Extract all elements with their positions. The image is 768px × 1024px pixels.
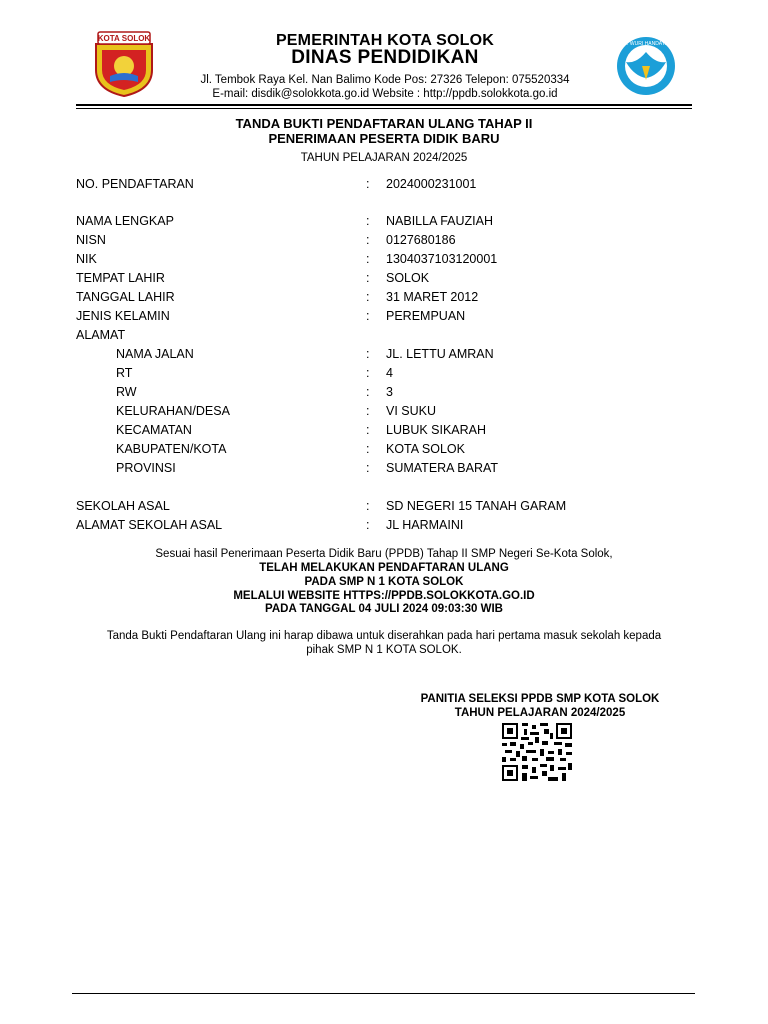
field-value: 1304037103120001 [386, 252, 498, 266]
field-value: 2024000231001 [386, 177, 477, 191]
field-rt [76, 366, 696, 382]
academic-year: TAHUN PELAJARAN 2024/2025 [300, 152, 468, 164]
field-value: JL HARMAINI [386, 518, 464, 532]
field-label: RT [116, 366, 133, 380]
field-value: KOTA SOLOK [386, 442, 465, 456]
field-nik [76, 252, 696, 268]
field-value: VI SUKU [386, 404, 437, 418]
field-colon: : [366, 499, 370, 513]
field-value: 31 MARET 2012 [386, 290, 479, 304]
field-label: KABUPATEN/KOTA [116, 442, 227, 456]
field-label: NAMA LENGKAP [76, 214, 174, 228]
qr-finder-pattern [502, 765, 518, 781]
field-value: SUMATERA BARAT [386, 461, 499, 475]
field-label: RW [116, 385, 137, 399]
field-colon: : [366, 518, 370, 532]
field-label: NIK [76, 252, 97, 266]
field-value: SOLOK [386, 271, 430, 285]
field-nama-lengkap [76, 214, 696, 230]
government-name: PEMERINTAH KOTA SOLOK [275, 32, 495, 49]
field-colon: : [366, 290, 370, 304]
tut-wuri-handayani-logo [608, 36, 684, 96]
field-no-pendaftaran [76, 177, 696, 193]
document-title: TANDA BUKTI PENDAFTARAN ULANG TAHAP II [235, 116, 533, 131]
document-subtitle: PENERIMAAN PESERTA DIDIK BARU [268, 131, 500, 146]
field-nisn [76, 233, 696, 249]
field-label: TANGGAL LAHIR [76, 290, 175, 304]
field-colon: : [366, 214, 370, 228]
qr-finder-pattern [556, 723, 572, 739]
field-colon: : [366, 385, 370, 399]
field-value: JL. LETTU AMRAN [386, 347, 494, 361]
letterhead-rule-thick [76, 104, 692, 106]
field-value: 4 [386, 366, 393, 380]
statement-line-2: PADA SMP N 1 KOTA SOLOK [304, 576, 464, 588]
instruction-line-2: pihak SMP N 1 KOTA SOLOK. [306, 644, 462, 656]
field-kecamatan [76, 423, 696, 439]
field-kabupaten [76, 442, 696, 458]
field-nama-jalan [76, 347, 696, 363]
qr-finder-pattern [502, 723, 518, 739]
field-value: PEREMPUAN [386, 309, 466, 323]
field-colon: : [366, 404, 370, 418]
statement-intro: Sesuai hasil Penerimaan Peserta Didik Baru (PPDB) Tahap II SMP Negeri Se-Kota Solok, [155, 548, 613, 560]
field-label: PROVINSI [116, 461, 176, 475]
field-value: NABILLA FAUZIAH [386, 214, 493, 228]
emblem-text: KOTA SOLOK [97, 34, 151, 43]
field-label: KECAMATAN [116, 423, 192, 437]
field-colon: : [366, 423, 370, 437]
field-colon: : [366, 177, 370, 191]
field-label: ALAMAT [76, 328, 126, 342]
department-name: DINAS PENDIDIKAN [291, 47, 479, 68]
field-value: 3 [386, 385, 393, 399]
field-colon: : [366, 309, 370, 323]
field-label: JENIS KELAMIN [76, 309, 170, 323]
office-contact: E-mail: disdik@solokkota.go.id Website : http://ppdb.solokkota.go.id [212, 88, 558, 100]
letterhead-rule-thin [76, 108, 692, 109]
field-value: LUBUK SIKARAH [386, 423, 487, 437]
field-alamat-heading [76, 328, 696, 344]
field-value: 0127680186 [386, 233, 456, 247]
committee-year: TAHUN PELAJARAN 2024/2025 [454, 707, 626, 719]
instruction-note [70, 629, 698, 657]
field-label: KELURAHAN/DESA [116, 404, 230, 418]
field-colon: : [366, 252, 370, 266]
field-label: NAMA JALAN [116, 347, 194, 361]
field-colon: : [366, 442, 370, 456]
field-colon: : [366, 233, 370, 247]
field-tempat-lahir [76, 271, 696, 287]
field-colon: : [366, 271, 370, 285]
committee-name: PANITIA SELEKSI PPDB SMP KOTA SOLOK [420, 693, 660, 705]
field-label: NISN [76, 233, 106, 247]
instruction-line-1: Tanda Bukti Pendaftaran Ulang ini harap dibawa untuk diserahkan pada hari pertama masuk sekolah kepada [106, 630, 662, 642]
field-kelurahan [76, 404, 696, 420]
statement-line-1: TELAH MELAKUKAN PENDAFTARAN ULANG [259, 562, 509, 574]
office-address: Jl. Tembok Raya Kel. Nan Balimo Kode Pos: 27326 Telepon: 075520334 [200, 74, 570, 86]
kota-solok-emblem [88, 30, 160, 98]
footer-divider [72, 993, 695, 994]
field-colon: : [366, 347, 370, 361]
statement-line-4: PADA TANGGAL 04 JULI 2024 09:03:30 WIB [265, 603, 503, 615]
field-colon: : [366, 461, 370, 475]
field-label: TEMPAT LAHIR [76, 271, 165, 285]
logo-ring-text: TUT WURI HANDAYANI [618, 41, 674, 47]
field-tanggal-lahir [76, 290, 696, 306]
field-label: ALAMAT SEKOLAH ASAL [76, 518, 223, 532]
field-alamat-sekolah [76, 518, 696, 534]
field-jenis-kelamin [76, 309, 696, 325]
statement-line-3: MELALUI WEBSITE HTTPS://PPDB.SOLOKKOTA.GO.ID [233, 590, 535, 602]
field-rw [76, 385, 696, 401]
field-label: SEKOLAH ASAL [76, 499, 170, 513]
field-value: SD NEGERI 15 TANAH GARAM [386, 499, 567, 513]
field-provinsi [76, 461, 696, 477]
field-colon: : [366, 366, 370, 380]
field-label: NO. PENDAFTARAN [76, 177, 194, 191]
qr-code-icon [502, 723, 572, 781]
field-sekolah-asal [76, 499, 696, 515]
